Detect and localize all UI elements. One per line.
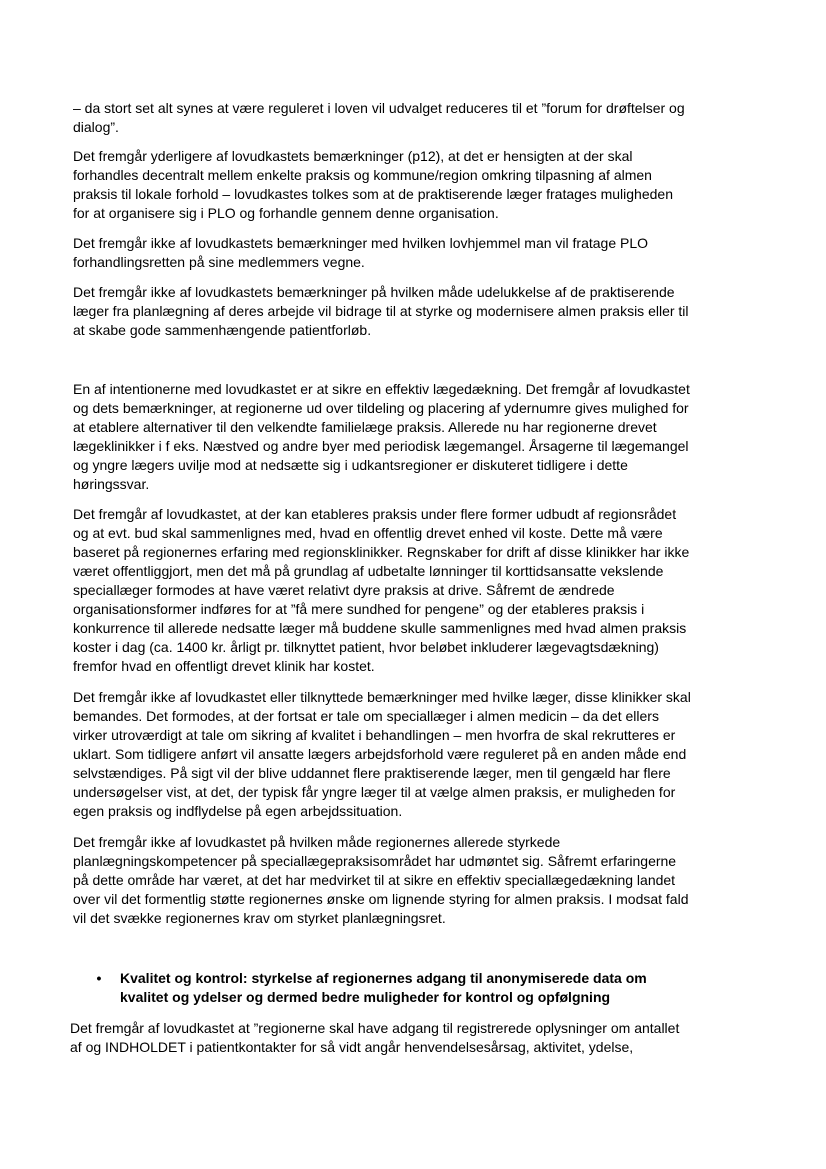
text-line: baseret på regionernes erfaring med regionsklinikker. Regnskaber for drift af disse klinikker har ikke (73, 544, 690, 560)
text-line: læger fra planlægning af deres arbejde vil bidrage til at styrke og modernisere almen praksis eller til (73, 303, 689, 319)
text-line: Det fremgår af lovudkastet at ”regionerne skal have adgang til registrerede oplysninger om antallet (70, 1020, 680, 1036)
paragraph (73, 147, 673, 223)
text-line: forhandlingsretten på sine medlemmers vegne. (73, 254, 365, 270)
text-line: lægeklinikker i f eks. Næstved og andre byer med periodisk lægemangel. Årsagerne til lægemangel (73, 438, 689, 454)
text-line: uklart. Som tidligere anført vil ansatte lægers arbejdsforhold være reguleret på en anden måde end (73, 746, 687, 762)
text-line: høringssvar. (73, 476, 150, 492)
text-line: – da stort set alt synes at være reguleret i loven vil udvalget reduceres til et ”forum for drøftelser og (73, 100, 685, 116)
paragraph (73, 833, 689, 928)
text-line: dialog”. (73, 119, 119, 135)
text-line: En af intentionerne med lovudkastet er at sikre en effektiv lægedækning. Det fremgår af lovudkastet (73, 381, 690, 397)
paragraph (70, 1019, 679, 1057)
bullet-heading-text (120, 969, 647, 1007)
text-line: kvalitet og ydelser og dermed bedre muligheder for kontrol og opfølgning (120, 989, 611, 1005)
paragraph (73, 283, 689, 340)
text-line: Det fremgår ikke af lovudkastet eller tilknyttede bemærkninger med hvilke læger, disse klinikker skal (73, 689, 691, 705)
text-line: egen praksis og indflydelse på egen arbejdssituation. (73, 803, 403, 819)
text-line: forhandles decentralt mellem enkelte praksis og kommune/region omkring tilpasning af almen (73, 167, 652, 183)
text-line: Det fremgår af lovudkastet, at der kan etableres praksis under flere former udbudt af regionsrådet (73, 506, 677, 522)
text-line: Det fremgår ikke af lovudkastets bemærkninger med hvilken lovhjemmel man vil fratage PLO (73, 235, 649, 251)
text-line: Det fremgår yderligere af lovudkastets bemærkninger (p12), at det er hensigten at der skal (73, 148, 633, 164)
text-line: undersøgelser vist, at det, der typisk får yngre læger til at vælge almen praksis, er muligheden for (73, 784, 676, 800)
text-line: Det fremgår ikke af lovudkastets bemærkninger på hvilken måde udelukkelse af de praktiserende (73, 284, 675, 300)
text-line: at skabe gode sammenhængende patientforløb. (73, 322, 372, 338)
text-line: Kvalitet og kontrol: styrkelse af regionernes adgang til anonymiserede data om (120, 970, 647, 986)
paragraph (73, 99, 685, 137)
text-line: organisationsformer indføres for at ”få mere sundhed for pengene” og der etableres praksis i (73, 601, 645, 617)
text-line: at etablere alternativer til den velkendte familielæge praksis. Allerede nu har regionerne drevet (73, 419, 657, 435)
bullet-symbol: • (96, 970, 102, 986)
paragraph (73, 234, 648, 272)
text-line: praksis til lokale forhold – lovudkastes tolkes som at de praktiserende læger fratages muligheden (73, 186, 673, 202)
text-line: været offentliggjort, men det må på grundlag af udbetalte lønninger til korttidsansatte vekslende (73, 563, 664, 579)
text-line: Det fremgår ikke af lovudkastet på hvilken måde regionernes allerede styrkede (73, 834, 561, 850)
text-line: og at evt. bud skal sammenlignes med, hvad en offentlig drevet enhed vil koste. Dette må være (73, 525, 663, 541)
text-line: bemandes. Det formodes, at der fortsat er tale om speciallæger i almen medicin – da det ellers (73, 708, 659, 724)
text-line: virker utroværdigt at tale om sikring af kvalitet i behandlingen – men hvorfra de skal rekrutteres er (73, 727, 676, 743)
text-line: selvstændiges. På sigt vil der blive uddannet flere praktiserende læger, men til gengæld har flere (73, 765, 671, 781)
text-line: og dets bemærkninger, at regionerne ud over tildeling og placering af ydernumre gives mulighed for (73, 400, 689, 416)
text-line: over vil det formentlig støtte regionernes ønske om lignende styring for almen praksis. I modsat fald (73, 891, 689, 907)
text-line: koster i dag (ca. 1400 kr. årligt pr. tilknyttet patient, hvor beløbet inkluderer lægevagtsdækning) (73, 639, 659, 655)
paragraph (73, 688, 691, 821)
text-line: og yngre lægers uvilje mod at nedsætte sig i udkantsregioner er diskuteret tidligere i dette (73, 457, 628, 473)
text-line: af og INDHOLDET i patientkontakter for så vidt angår henvendelsesårsag, aktivitet, ydelse, (70, 1039, 634, 1055)
text-line: planlægningskompetencer på speciallægepraksisområdet har udmøntet sig. Såfremt erfaringerne (73, 853, 677, 869)
text-line: vil det svække regionernes krav om styrket planlægningsret. (73, 910, 446, 926)
text-line: konkurrence til allerede nedsatte læger må buddene skulle sammenlignes med hvad almen praksis (73, 620, 687, 636)
text-line: speciallæger formodes at have været relativt dyre praksis at drive. Såfremt de ændrede (73, 582, 615, 598)
text-line: på dette område har været, at det har medvirket til at sikre en effektiv speciallægedækning landet (73, 872, 676, 888)
text-line: fremfor hvad en offentligt drevet klinik har kostet. (73, 658, 375, 674)
paragraph (73, 380, 690, 494)
text-line: for at organisere sig i PLO og forhandle gennem denne organisation. (73, 205, 499, 221)
paragraph (73, 505, 689, 676)
